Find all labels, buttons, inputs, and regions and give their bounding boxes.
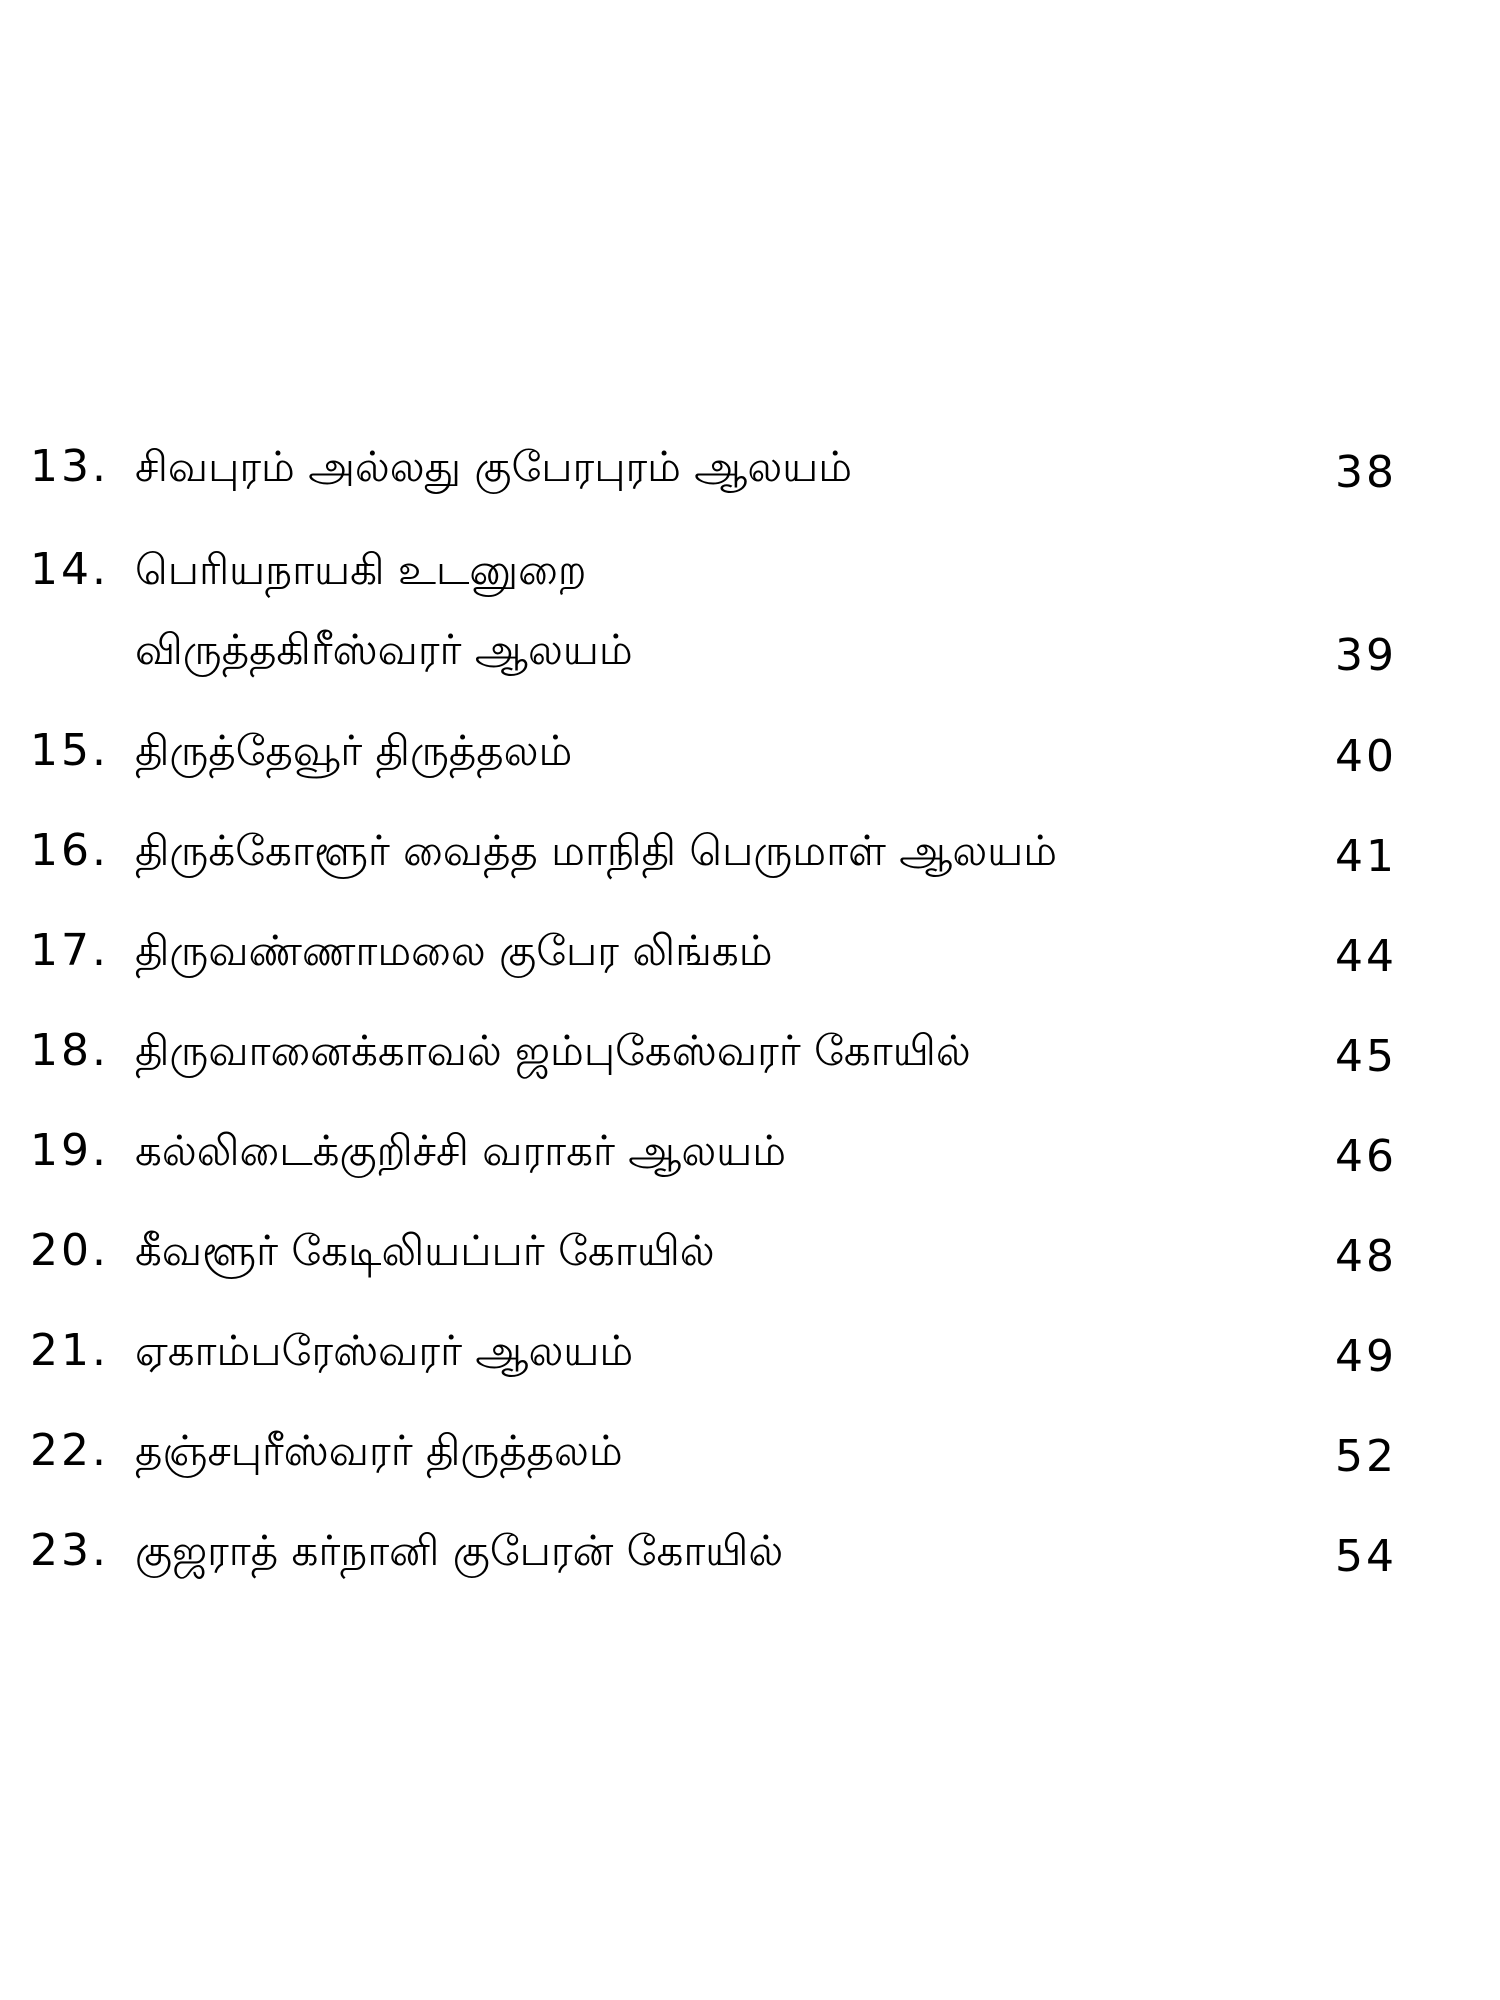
entry-page-number: 52 <box>1335 1431 1397 1482</box>
entry-page-number: 48 <box>1335 1231 1397 1282</box>
entry-page-number: 46 <box>1335 1131 1397 1182</box>
entry-number: 18. <box>30 1025 109 1076</box>
entry-page-number: 39 <box>1335 630 1397 681</box>
entry-number: 22. <box>30 1425 109 1476</box>
entry-title: திருத்தேவூர் திருத்தலம் <box>135 726 573 775</box>
entry-title: பெரியநாயகி உடனுறை <box>135 545 587 594</box>
entry-title: ஏகாம்பரேஸ்வரர் ஆலயம் <box>135 1326 634 1375</box>
entry-page-number: 38 <box>1335 447 1397 498</box>
entry-number: 15. <box>30 725 109 776</box>
entry-number: 23. <box>30 1525 109 1576</box>
entry-title-continuation: விருத்தகிரீஸ்வரர் ஆலயம் <box>135 625 633 674</box>
entry-page-number: 49 <box>1335 1331 1397 1382</box>
entry-number: 13. <box>30 441 109 492</box>
entry-title: திருக்கோளூர் வைத்த மாநிதி பெருமாள் ஆலயம் <box>135 826 1058 875</box>
entry-title: கல்லிடைக்குறிச்சி வராகர் ஆலயம் <box>135 1126 787 1175</box>
entry-page-number: 41 <box>1335 831 1397 882</box>
entry-title: தஞ்சபுரீஸ்வரர் திருத்தலம் <box>135 1426 623 1475</box>
entry-page-number: 44 <box>1335 931 1397 982</box>
entry-title: திருவானைக்காவல் ஜம்புகேஸ்வரர் கோயில் <box>135 1026 971 1075</box>
entry-page-number: 54 <box>1335 1531 1397 1582</box>
entry-page-number: 45 <box>1335 1031 1397 1082</box>
entry-title: சிவபுரம் அல்லது குபேரபுரம் ஆலயம் <box>135 442 853 491</box>
entry-number: 20. <box>30 1225 109 1276</box>
entry-number: 19. <box>30 1125 109 1176</box>
entry-number: 14. <box>30 544 109 595</box>
entry-number: 16. <box>30 825 109 876</box>
entry-title: கீவளூர் கேடிலியப்பர் கோயில் <box>135 1226 715 1275</box>
entry-title: திருவண்ணாமலை குபேர லிங்கம் <box>135 926 773 975</box>
entry-page-number: 40 <box>1335 731 1397 782</box>
entry-title: குஜராத் கர்நானி குபேரன் கோயில் <box>135 1526 784 1575</box>
entry-number: 17. <box>30 925 109 976</box>
entry-number: 21. <box>30 1325 109 1376</box>
